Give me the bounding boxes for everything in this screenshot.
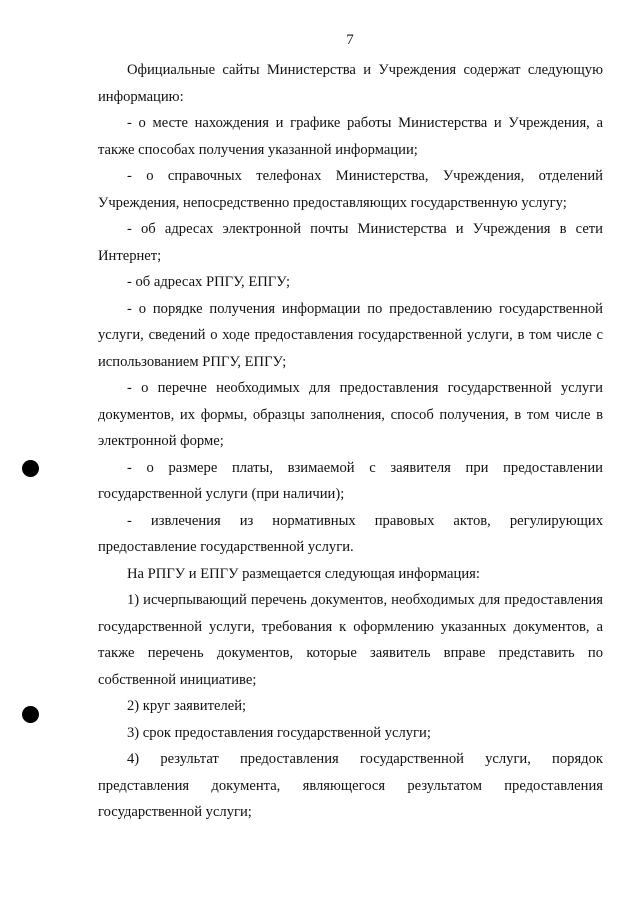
list-item-fee: - о размере платы, взимаемой с заявителя при предоставлении государственной услуги (при наличии); [98, 459, 603, 502]
numbered-item-4: 4) результат предоставления государственной услуги, порядок представления документа, являющегося результатом предоставления государственной услуги; [98, 751, 603, 820]
numbered-item-2: 2) круг заявителей; [127, 698, 247, 714]
portal-info-paragraph: На РПГУ и ЕПГУ размещается следующая информация: [127, 565, 480, 582]
list-item-portal-addresses: - об адресах РПГУ, ЕПГУ; [127, 274, 291, 290]
list-item-location-schedule: - о месте нахождения и графике работы Министерства и Учреждения, а также способах получения указанной информации; [98, 115, 603, 158]
list-item-legal-extracts: - извлечения из нормативных правовых актов, регулирующих предоставление государственной услуги. [98, 512, 603, 555]
list-item-email: - об адресах электронной почты Министерства и Учреждения в сети Интернет; [98, 221, 603, 264]
intro-paragraph: Официальные сайты Министерства и Учреждения содержат следующую информацию: [98, 62, 603, 105]
document-body [98, 57, 603, 826]
list-item-phones: - о справочных телефонах Министерства, Учреждения, отделений Учреждения, непосредственно предоставляющих государственную услугу; [98, 168, 603, 211]
binder-hole [22, 460, 39, 477]
numbered-item-1: 1) исчерпывающий перечень документов, необходимых для предоставления государственной услуги, требования к оформлению указанных документов, а также перечень документов, которые заявитель вправе представить по собственной инициативе; [98, 592, 603, 688]
page-number: 7 [346, 32, 354, 48]
list-item-documents: - о перечне необходимых для предоставления государственной услуги документов, их формы, образцы заполнения, способ получения, в том числе в электронной форме; [98, 380, 603, 449]
numbered-item-3: 3) срок предоставления государственной услуги; [127, 724, 431, 741]
binder-hole [22, 706, 39, 723]
list-item-info-procedure: - о порядке получения информации по предоставлению государственной услуги, сведений о ходе предоставления государственной услуги, в том числе с использованием РПГУ, ЕПГУ; [98, 300, 603, 370]
